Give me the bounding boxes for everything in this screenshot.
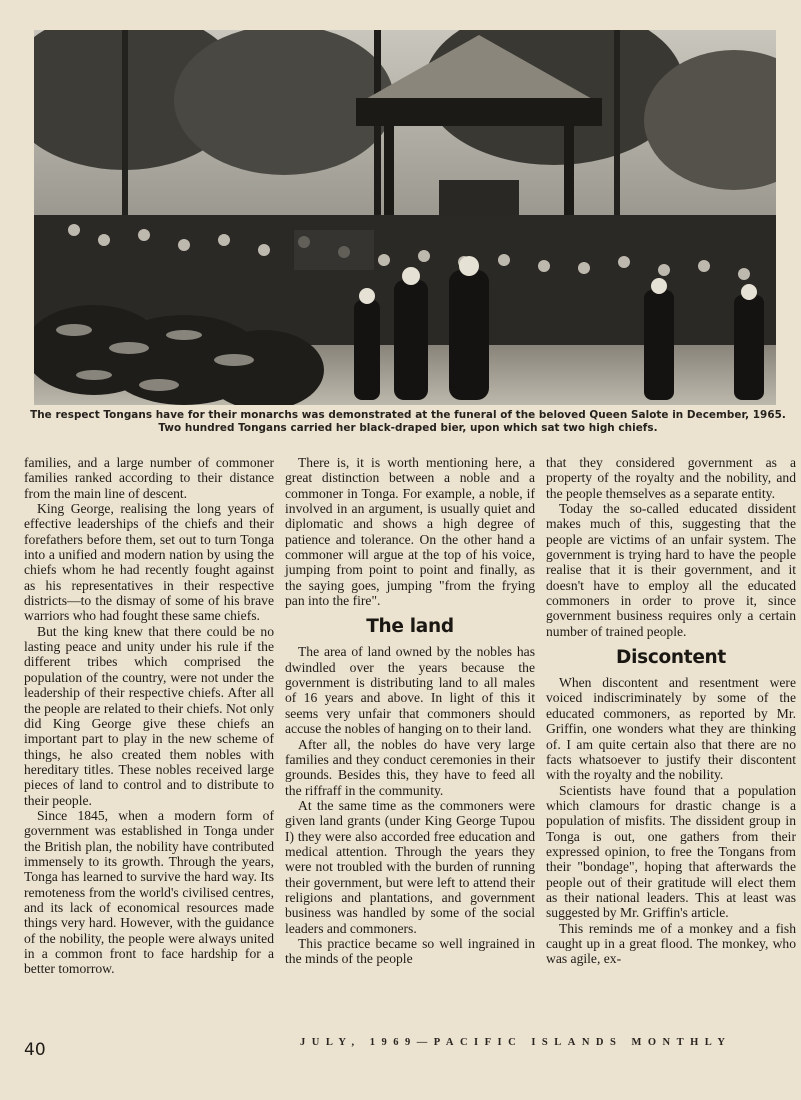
paragraph: There is, it is worth mentioning here, a great distinction between a noble and a commoner in Tonga. For example, a noble, if involved in an argument, is usually quiet and diplomatic and shows a high degree of patience and tolerance. On the other hand a commoner will argue at the top of his voice, jumping from point to point and finally, as the saying goes, jumping "from the frying pan into the fire".	[285, 455, 535, 609]
photo-caption	[20, 409, 796, 435]
column-2	[285, 455, 535, 967]
paragraph: families, and a large number of commoner families ranked according to their distance from the main line of descent.	[24, 455, 274, 501]
section-heading-the-land: The land	[366, 616, 454, 638]
funeral-photograph	[34, 30, 776, 405]
paragraph: Today the so-called educated dissident makes much of this, suggesting that the people are victims of an unfair system. The government is trying hard to have the people realise that it is their government, and it doesn't have to employ all the educated commoners in order to prove it, since government business requires only a certain number of trained people.	[546, 501, 796, 639]
paragraph: that they considered government as a property of the royalty and the nobility, and the people themselves as a separate entity.	[546, 455, 796, 501]
paragraph: But the king knew that there could be no lasting peace and unity under his rule if the different tribes which comprised the population of the country, were not under the leadership of their respective chiefs. After all the people are related to their chiefs. Not only did King George give these chiefs an important part to play in the new scheme of things, he also created them nobles with hereditary titles. These nobles received large pieces of land to control and to distribute to their people.	[24, 623, 274, 808]
paragraph: Since 1845, when a modern form of government was established in Tonga under the British plan, the nobility have contributed immensely to its growth. Through the years, Tonga has learned to survive the hard way. Its remoteness from the world's civilised centres, and its lack of economical resources made things very hard. However, with the guidance of the nobility, the people were always united in a common front to face hardship for a better tomorrow.	[24, 807, 274, 977]
caption-line-2: Two hundred Tongans carried her black-draped bier, upon which sat two high chiefs.	[158, 422, 658, 434]
publication-footer: JULY, 1969—PACIFIC ISLANDS MONTHLY	[300, 1037, 732, 1048]
paragraph: This reminds me of a monkey and a fish caught up in a great flood. The monkey, who was agile, ex-	[546, 920, 796, 967]
page-number: 40	[24, 1040, 46, 1060]
paragraph: When discontent and resentment were voiced indiscriminately by some of the educated commoners, as reported by Mr. Griffin, one wonders what they are thinking of. I am quite certain also that there are no facts whatsoever to justify their discontent with the royalty and the nobility.	[546, 675, 796, 783]
caption-line-1: The respect Tongans have for their monarchs was demonstrated at the funeral of the beloved Queen Salote in December, 1965.	[30, 409, 786, 421]
paragraph: After all, the nobles do have very large families and they conduct ceremonies in their grounds. Besides this, they have to feed all the riffraff in the community.	[285, 736, 535, 798]
paragraph: King George, realising the long years of effective leaderships of the chiefs and their forefathers before them, set out to turn Tonga into a unified and modern nation by using the chiefs whom he had recently fought against as his representatives in their respective districts—to the dismay of some of his brave warriors who had fought these same chiefs.	[24, 501, 274, 624]
paragraph: At the same time as the commoners were given land grants (under King George Tupou I) they were also accorded free education and medical attention. Through the years they were not troubled with the burden of running their government, but were left to attend their religions and plantations, and government business was handled by some of the social leaders and commoners.	[285, 797, 535, 936]
paragraph: The area of land owned by the nobles has dwindled over the years because the government is distributing land to all males of 16 years and above. In light of this it seems very unfair that commoners should accuse the nobles of hanging on to their land.	[285, 644, 535, 737]
column-1	[24, 455, 274, 977]
section-heading-discontent: Discontent	[616, 647, 726, 669]
paragraph: This practice became so well ingrained in the minds of the people	[285, 935, 535, 967]
column-3	[546, 455, 796, 967]
paragraph: Scientists have found that a population which clamours for drastic change is a population of misfits. The dissident group in Tonga is out, one gathers from their expressed opinion, to free the Tongans from their "bondage", hoping that afterwards the people out of their gratitude will elect them as their national leaders. This at least was suggested by Mr. Griffin's article.	[546, 782, 796, 921]
